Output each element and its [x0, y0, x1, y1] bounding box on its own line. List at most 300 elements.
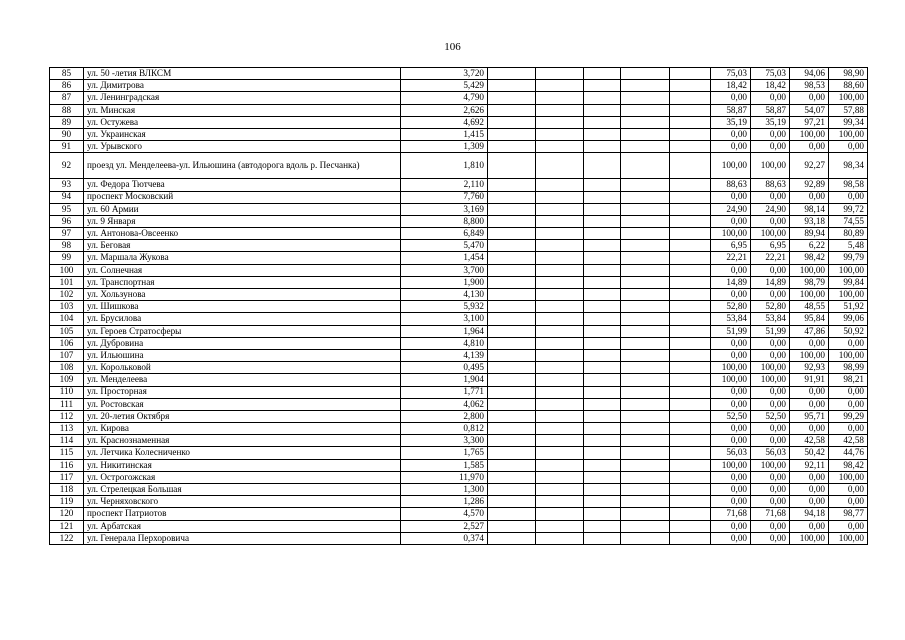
value-3-cell: 0,00	[790, 141, 829, 153]
length-cell: 1,765	[401, 447, 488, 459]
row-number-cell: 102	[50, 289, 84, 301]
empty-cell	[670, 423, 711, 435]
empty-cell	[488, 191, 536, 203]
value-3-cell: 94,18	[790, 508, 829, 520]
value-3-cell: 92,27	[790, 153, 829, 179]
length-cell: 2,626	[401, 104, 488, 116]
empty-cell	[670, 471, 711, 483]
value-2-cell: 0,00	[751, 128, 790, 140]
empty-cell	[621, 398, 670, 410]
empty-cell	[488, 215, 536, 227]
row-number-cell: 106	[50, 337, 84, 349]
table-row	[50, 252, 868, 264]
length-cell: 4,692	[401, 116, 488, 128]
value-4-cell: 100,00	[829, 92, 868, 104]
street-name-cell: ул. Менделеева	[84, 374, 401, 386]
value-1-cell: 24,90	[711, 203, 751, 215]
value-3-cell: 91,91	[790, 374, 829, 386]
empty-cell	[536, 116, 584, 128]
empty-cell	[670, 410, 711, 422]
empty-cell	[670, 104, 711, 116]
value-3-cell: 100,00	[790, 349, 829, 361]
value-3-cell: 0,00	[790, 471, 829, 483]
empty-cell	[536, 141, 584, 153]
street-name-cell: ул. Хользунова	[84, 289, 401, 301]
empty-cell	[584, 228, 621, 240]
value-2-cell: 100,00	[751, 362, 790, 374]
empty-cell	[584, 240, 621, 252]
value-4-cell: 98,90	[829, 68, 868, 80]
length-cell: 8,800	[401, 215, 488, 227]
value-2-cell: 22,21	[751, 252, 790, 264]
value-1-cell: 88,63	[711, 179, 751, 191]
value-1-cell: 100,00	[711, 362, 751, 374]
value-1-cell: 71,68	[711, 508, 751, 520]
value-3-cell: 0,00	[790, 92, 829, 104]
table-row	[50, 471, 868, 483]
value-3-cell: 48,55	[790, 301, 829, 313]
value-2-cell: 75,03	[751, 68, 790, 80]
value-3-cell: 100,00	[790, 289, 829, 301]
table-row	[50, 191, 868, 203]
table-row	[50, 508, 868, 520]
empty-cell	[536, 386, 584, 398]
row-number-cell: 119	[50, 496, 84, 508]
empty-cell	[488, 398, 536, 410]
empty-cell	[621, 128, 670, 140]
empty-cell	[584, 508, 621, 520]
value-2-cell: 88,63	[751, 179, 790, 191]
empty-cell	[621, 459, 670, 471]
empty-cell	[621, 362, 670, 374]
empty-cell	[584, 276, 621, 288]
empty-cell	[584, 80, 621, 92]
empty-cell	[536, 508, 584, 520]
table-row	[50, 153, 868, 179]
value-1-cell: 0,00	[711, 398, 751, 410]
empty-cell	[488, 532, 536, 544]
empty-cell	[536, 435, 584, 447]
row-number-cell: 107	[50, 349, 84, 361]
value-1-cell: 56,03	[711, 447, 751, 459]
empty-cell	[621, 179, 670, 191]
value-1-cell: 0,00	[711, 264, 751, 276]
table-row	[50, 362, 868, 374]
table-row	[50, 520, 868, 532]
row-number-cell: 118	[50, 484, 84, 496]
row-number-cell: 98	[50, 240, 84, 252]
value-2-cell: 0,00	[751, 423, 790, 435]
empty-cell	[488, 362, 536, 374]
value-3-cell: 0,00	[790, 337, 829, 349]
value-2-cell: 100,00	[751, 228, 790, 240]
street-name-cell: ул. Шишкова	[84, 301, 401, 313]
value-4-cell: 100,00	[829, 289, 868, 301]
empty-cell	[670, 459, 711, 471]
table-row	[50, 203, 868, 215]
length-cell: 2,110	[401, 179, 488, 191]
value-1-cell: 0,00	[711, 349, 751, 361]
empty-cell	[536, 337, 584, 349]
empty-cell	[488, 337, 536, 349]
empty-cell	[584, 386, 621, 398]
value-3-cell: 98,42	[790, 252, 829, 264]
length-cell: 0,495	[401, 362, 488, 374]
street-name-cell: ул. 50 -летия ВЛКСМ	[84, 68, 401, 80]
empty-cell	[621, 423, 670, 435]
value-4-cell: 0,00	[829, 141, 868, 153]
value-2-cell: 100,00	[751, 153, 790, 179]
table-row	[50, 179, 868, 191]
value-4-cell: 100,00	[829, 349, 868, 361]
length-cell: 0,812	[401, 423, 488, 435]
value-4-cell: 5,48	[829, 240, 868, 252]
value-1-cell: 22,21	[711, 252, 751, 264]
row-number-cell: 94	[50, 191, 84, 203]
value-4-cell: 98,42	[829, 459, 868, 471]
value-4-cell: 99,84	[829, 276, 868, 288]
length-cell: 0,374	[401, 532, 488, 544]
empty-cell	[670, 80, 711, 92]
value-1-cell: 0,00	[711, 141, 751, 153]
street-name-cell: ул. Ростовская	[84, 398, 401, 410]
empty-cell	[536, 240, 584, 252]
empty-cell	[488, 128, 536, 140]
value-2-cell: 53,84	[751, 313, 790, 325]
empty-cell	[536, 80, 584, 92]
empty-cell	[584, 191, 621, 203]
value-2-cell: 0,00	[751, 92, 790, 104]
empty-cell	[670, 141, 711, 153]
empty-cell	[488, 386, 536, 398]
table-row	[50, 215, 868, 227]
value-2-cell: 100,00	[751, 374, 790, 386]
empty-cell	[621, 215, 670, 227]
value-2-cell: 0,00	[751, 386, 790, 398]
empty-cell	[584, 496, 621, 508]
table-row	[50, 276, 868, 288]
row-number-cell: 86	[50, 80, 84, 92]
empty-cell	[488, 252, 536, 264]
empty-cell	[584, 104, 621, 116]
length-cell: 3,100	[401, 313, 488, 325]
empty-cell	[670, 496, 711, 508]
value-3-cell: 0,00	[790, 496, 829, 508]
empty-cell	[670, 386, 711, 398]
empty-cell	[670, 215, 711, 227]
street-name-cell: ул. Федора Тютчева	[84, 179, 401, 191]
street-name-cell: ул. Краснознаменная	[84, 435, 401, 447]
empty-cell	[621, 313, 670, 325]
value-3-cell: 47,86	[790, 325, 829, 337]
street-name-cell: ул. Корольковой	[84, 362, 401, 374]
empty-cell	[536, 398, 584, 410]
value-4-cell: 99,34	[829, 116, 868, 128]
value-4-cell: 42,58	[829, 435, 868, 447]
empty-cell	[584, 484, 621, 496]
length-cell: 2,800	[401, 410, 488, 422]
row-number-cell: 85	[50, 68, 84, 80]
empty-cell	[670, 252, 711, 264]
value-4-cell: 44,76	[829, 447, 868, 459]
row-number-cell: 95	[50, 203, 84, 215]
street-name-cell: ул. Ленинградская	[84, 92, 401, 104]
empty-cell	[584, 398, 621, 410]
length-cell: 4,139	[401, 349, 488, 361]
row-number-cell: 113	[50, 423, 84, 435]
length-cell: 5,429	[401, 80, 488, 92]
table-row	[50, 349, 868, 361]
empty-cell	[536, 532, 584, 544]
empty-cell	[670, 203, 711, 215]
value-3-cell: 0,00	[790, 191, 829, 203]
empty-cell	[621, 203, 670, 215]
value-1-cell: 51,99	[711, 325, 751, 337]
empty-cell	[536, 276, 584, 288]
length-cell: 1,904	[401, 374, 488, 386]
empty-cell	[488, 496, 536, 508]
table-row	[50, 264, 868, 276]
empty-cell	[488, 289, 536, 301]
empty-cell	[670, 484, 711, 496]
value-2-cell: 35,19	[751, 116, 790, 128]
empty-cell	[488, 153, 536, 179]
empty-cell	[536, 128, 584, 140]
value-3-cell: 0,00	[790, 520, 829, 532]
length-cell: 3,720	[401, 68, 488, 80]
empty-cell	[670, 337, 711, 349]
table-row	[50, 435, 868, 447]
table-row	[50, 68, 868, 80]
row-number-cell: 88	[50, 104, 84, 116]
empty-cell	[584, 141, 621, 153]
empty-cell	[536, 410, 584, 422]
empty-cell	[584, 459, 621, 471]
value-4-cell: 0,00	[829, 386, 868, 398]
value-1-cell: 0,00	[711, 191, 751, 203]
empty-cell	[621, 337, 670, 349]
empty-cell	[488, 459, 536, 471]
empty-cell	[536, 459, 584, 471]
empty-cell	[488, 68, 536, 80]
value-3-cell: 98,14	[790, 203, 829, 215]
empty-cell	[536, 496, 584, 508]
street-name-cell: ул. Транспортная	[84, 276, 401, 288]
value-4-cell: 0,00	[829, 484, 868, 496]
row-number-cell: 111	[50, 398, 84, 410]
value-2-cell: 0,00	[751, 337, 790, 349]
row-number-cell: 91	[50, 141, 84, 153]
value-3-cell: 6,22	[790, 240, 829, 252]
empty-cell	[584, 349, 621, 361]
value-4-cell: 99,72	[829, 203, 868, 215]
empty-cell	[488, 141, 536, 153]
empty-cell	[670, 276, 711, 288]
row-number-cell: 87	[50, 92, 84, 104]
row-number-cell: 112	[50, 410, 84, 422]
value-3-cell: 94,06	[790, 68, 829, 80]
roads-table	[49, 67, 868, 545]
empty-cell	[536, 374, 584, 386]
empty-cell	[621, 301, 670, 313]
table-row	[50, 374, 868, 386]
row-number-cell: 116	[50, 459, 84, 471]
row-number-cell: 121	[50, 520, 84, 532]
length-cell: 1,810	[401, 153, 488, 179]
value-1-cell: 100,00	[711, 228, 751, 240]
value-2-cell: 0,00	[751, 398, 790, 410]
value-1-cell: 18,42	[711, 80, 751, 92]
value-3-cell: 98,79	[790, 276, 829, 288]
value-2-cell: 0,00	[751, 215, 790, 227]
value-4-cell: 99,79	[829, 252, 868, 264]
row-number-cell: 100	[50, 264, 84, 276]
row-number-cell: 120	[50, 508, 84, 520]
empty-cell	[621, 141, 670, 153]
value-1-cell: 0,00	[711, 215, 751, 227]
value-1-cell: 0,00	[711, 289, 751, 301]
value-2-cell: 0,00	[751, 349, 790, 361]
empty-cell	[670, 508, 711, 520]
empty-cell	[536, 325, 584, 337]
empty-cell	[536, 313, 584, 325]
table-row	[50, 496, 868, 508]
empty-cell	[584, 447, 621, 459]
value-4-cell: 98,77	[829, 508, 868, 520]
length-cell: 4,790	[401, 92, 488, 104]
empty-cell	[584, 520, 621, 532]
empty-cell	[584, 435, 621, 447]
empty-cell	[584, 410, 621, 422]
table-row	[50, 459, 868, 471]
length-cell: 2,527	[401, 520, 488, 532]
empty-cell	[670, 374, 711, 386]
empty-cell	[584, 289, 621, 301]
empty-cell	[488, 447, 536, 459]
length-cell: 3,700	[401, 264, 488, 276]
row-number-cell: 93	[50, 179, 84, 191]
row-number-cell: 108	[50, 362, 84, 374]
empty-cell	[670, 435, 711, 447]
length-cell: 4,570	[401, 508, 488, 520]
value-1-cell: 52,80	[711, 301, 751, 313]
street-name-cell: ул. 9 Января	[84, 215, 401, 227]
empty-cell	[536, 215, 584, 227]
value-2-cell: 52,50	[751, 410, 790, 422]
empty-cell	[584, 92, 621, 104]
value-1-cell: 0,00	[711, 337, 751, 349]
empty-cell	[584, 203, 621, 215]
length-cell: 1,309	[401, 141, 488, 153]
value-3-cell: 92,11	[790, 459, 829, 471]
table-row	[50, 116, 868, 128]
empty-cell	[536, 68, 584, 80]
empty-cell	[670, 398, 711, 410]
value-4-cell: 0,00	[829, 398, 868, 410]
value-3-cell: 54,07	[790, 104, 829, 116]
empty-cell	[488, 349, 536, 361]
value-4-cell: 98,21	[829, 374, 868, 386]
empty-cell	[670, 153, 711, 179]
value-4-cell: 100,00	[829, 532, 868, 544]
length-cell: 4,130	[401, 289, 488, 301]
empty-cell	[621, 252, 670, 264]
value-3-cell: 89,94	[790, 228, 829, 240]
value-2-cell: 52,80	[751, 301, 790, 313]
value-2-cell: 0,00	[751, 435, 790, 447]
length-cell: 1,585	[401, 459, 488, 471]
street-name-cell: ул. Остужева	[84, 116, 401, 128]
value-1-cell: 0,00	[711, 386, 751, 398]
value-2-cell: 0,00	[751, 141, 790, 153]
row-number-cell: 109	[50, 374, 84, 386]
empty-cell	[536, 191, 584, 203]
empty-cell	[621, 496, 670, 508]
empty-cell	[584, 325, 621, 337]
empty-cell	[670, 228, 711, 240]
street-name-cell: ул. Украинская	[84, 128, 401, 140]
street-name-cell: ул. Солнечная	[84, 264, 401, 276]
value-2-cell: 0,00	[751, 484, 790, 496]
street-name-cell: проезд ул. Менделеева-ул. Ильюшина (автодорога вдоль р. Песчанка)	[84, 153, 401, 179]
value-3-cell: 92,89	[790, 179, 829, 191]
empty-cell	[488, 179, 536, 191]
empty-cell	[670, 325, 711, 337]
empty-cell	[488, 410, 536, 422]
value-2-cell: 24,90	[751, 203, 790, 215]
length-cell: 5,470	[401, 240, 488, 252]
empty-cell	[621, 228, 670, 240]
street-name-cell: ул. Кирова	[84, 423, 401, 435]
value-4-cell: 0,00	[829, 496, 868, 508]
value-1-cell: 52,50	[711, 410, 751, 422]
table-row	[50, 386, 868, 398]
empty-cell	[584, 301, 621, 313]
length-cell: 4,062	[401, 398, 488, 410]
street-name-cell: ул. Летчика Колесниченко	[84, 447, 401, 459]
table-row	[50, 92, 868, 104]
value-2-cell: 18,42	[751, 80, 790, 92]
empty-cell	[488, 264, 536, 276]
value-1-cell: 58,87	[711, 104, 751, 116]
value-3-cell: 95,71	[790, 410, 829, 422]
empty-cell	[584, 128, 621, 140]
value-1-cell: 0,00	[711, 484, 751, 496]
empty-cell	[536, 228, 584, 240]
value-3-cell: 92,93	[790, 362, 829, 374]
length-cell: 1,454	[401, 252, 488, 264]
street-name-cell: ул. Генерала Перхоровича	[84, 532, 401, 544]
value-1-cell: 53,84	[711, 313, 751, 325]
empty-cell	[621, 276, 670, 288]
value-2-cell: 0,00	[751, 520, 790, 532]
street-name-cell: ул. Урывского	[84, 141, 401, 153]
empty-cell	[488, 471, 536, 483]
empty-cell	[670, 520, 711, 532]
empty-cell	[621, 520, 670, 532]
value-1-cell: 6,95	[711, 240, 751, 252]
empty-cell	[621, 116, 670, 128]
empty-cell	[621, 289, 670, 301]
value-2-cell: 100,00	[751, 459, 790, 471]
empty-cell	[621, 104, 670, 116]
row-number-cell: 117	[50, 471, 84, 483]
empty-cell	[584, 337, 621, 349]
value-4-cell: 0,00	[829, 191, 868, 203]
value-3-cell: 93,18	[790, 215, 829, 227]
value-3-cell: 97,21	[790, 116, 829, 128]
empty-cell	[621, 349, 670, 361]
